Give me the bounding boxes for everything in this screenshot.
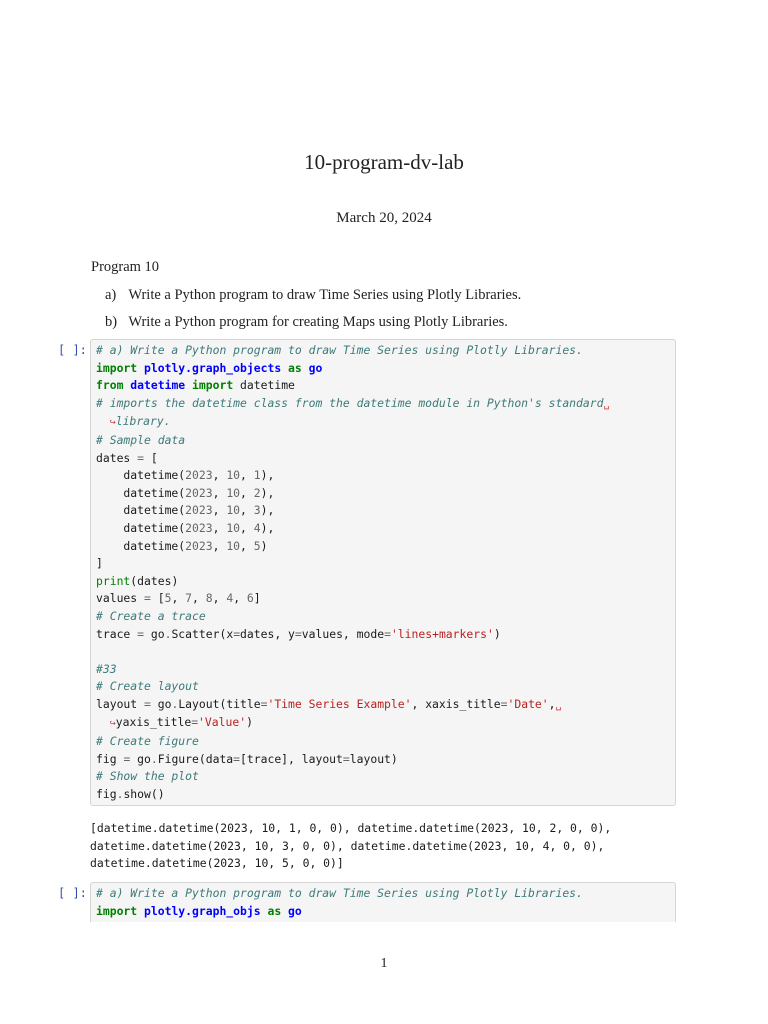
- code-line: # Create layout: [96, 679, 199, 694]
- code-cell[interactable]: [90, 882, 676, 922]
- cell-prompt: [ ]:: [58, 886, 87, 900]
- code-line: datetime(2023, 10, 4),: [96, 520, 275, 535]
- task-marker: a): [105, 287, 117, 303]
- code-line: import plotly.graph_objs as go: [96, 903, 302, 918]
- line-wrap-icon: ↪: [109, 417, 116, 429]
- code-line: ]: [96, 556, 103, 571]
- document-title: 10-program-dv-lab: [304, 150, 464, 174]
- code-line: datetime(2023, 10, 3),: [96, 503, 275, 518]
- code-line: ↪yaxis_title='Value'): [109, 715, 253, 730]
- code-line: # Create figure: [96, 734, 199, 749]
- code-block: [91, 883, 675, 920]
- line-continuation-icon: ␣: [603, 398, 610, 410]
- output-line: datetime.datetime(2023, 10, 5, 0, 0)]: [90, 856, 344, 871]
- code-line: #33: [96, 661, 117, 676]
- line-wrap-icon: ↪: [109, 718, 116, 730]
- code-line: layout = go.Layout(title='Time Series Example', xaxis_title='Date',␣: [96, 696, 562, 711]
- code-line: # a) Write a Python program to draw Time Series using Plotly Libraries.: [96, 343, 583, 357]
- code-line: ↪library.: [109, 414, 171, 429]
- code-cell[interactable]: [90, 339, 676, 806]
- output-line: datetime.datetime(2023, 10, 3, 0, 0), datetime.datetime(2023, 10, 4, 0, 0),: [90, 838, 605, 853]
- document-date: March 20, 2024: [336, 210, 432, 226]
- output-line: [datetime.datetime(2023, 10, 1, 0, 0), datetime.datetime(2023, 10, 2, 0, 0),: [90, 821, 612, 835]
- code-line: datetime(2023, 10, 2),: [96, 485, 275, 500]
- code-line: # a) Write a Python program to draw Time Series using Plotly Libraries.: [96, 886, 583, 900]
- cell-output: [90, 820, 611, 873]
- cell-prompt: [ ]:: [58, 343, 87, 357]
- page-number: 1: [380, 956, 388, 971]
- task-text: Write a Python program for creating Maps using Plotly Libraries.: [128, 314, 508, 330]
- code-block: [91, 340, 675, 803]
- code-line: # Sample data: [96, 432, 186, 447]
- code-line: trace = go.Scatter(x=dates, y=values, mode='lines+markers'): [96, 626, 501, 641]
- code-line: from datetime import datetime: [96, 378, 295, 393]
- line-continuation-icon: ␣: [555, 699, 562, 711]
- code-line: # Show the plot: [96, 769, 199, 784]
- code-line: # Create a trace: [96, 608, 206, 623]
- task-text: Write a Python program to draw Time Series using Plotly Libraries.: [128, 287, 522, 303]
- task-list: [105, 285, 521, 339]
- code-line: datetime(2023, 10, 5): [96, 538, 268, 553]
- code-line: # imports the datetime class from the datetime module in Python's standard␣: [96, 395, 610, 410]
- code-line: import plotly.graph_objects as go: [96, 360, 323, 375]
- code-line: fig = go.Figure(data=[trace], layout=layout): [96, 751, 398, 766]
- program-heading: Program 10: [91, 259, 160, 275]
- code-line: datetime(2023, 10, 1),: [96, 468, 275, 483]
- code-line: print(dates): [96, 573, 179, 588]
- task-item: [105, 312, 521, 339]
- code-line: dates = [: [96, 450, 158, 465]
- task-item: [105, 285, 521, 312]
- task-marker: b): [105, 314, 118, 330]
- code-line: values = [5, 7, 8, 4, 6]: [96, 591, 261, 606]
- code-line: fig.show(): [96, 786, 165, 801]
